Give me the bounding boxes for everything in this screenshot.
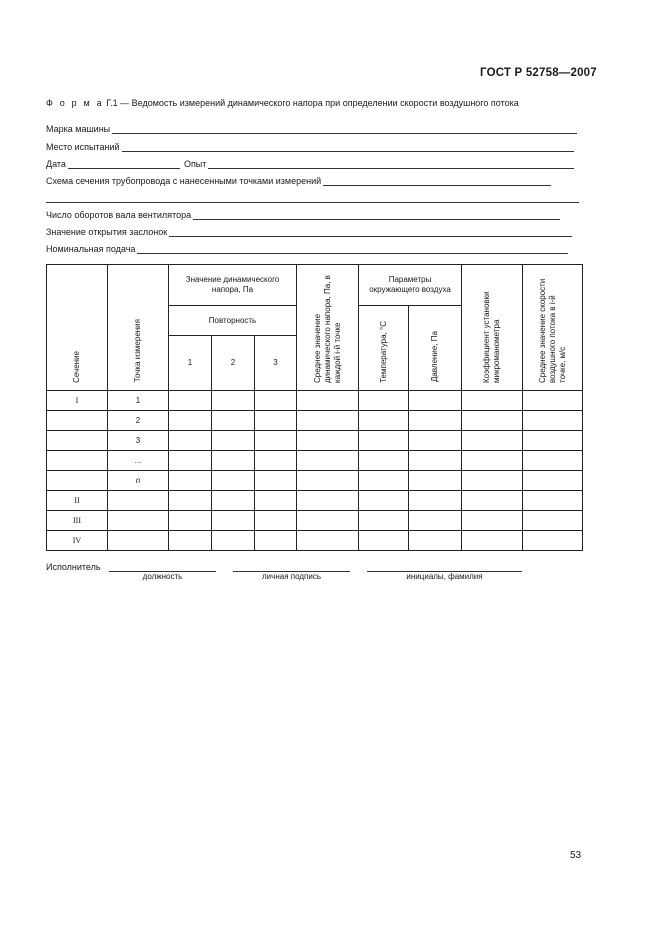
cell-empty[interactable] [169, 411, 212, 431]
fill-line[interactable] [137, 243, 568, 254]
table-row [47, 411, 583, 431]
field-label: Марка машины [46, 124, 111, 134]
cell-empty[interactable] [212, 451, 255, 471]
cell-empty[interactable] [297, 531, 359, 551]
cell-empty[interactable] [523, 451, 583, 471]
cell-point: 3 [108, 431, 169, 451]
field-label: Дата [46, 159, 66, 169]
cell-empty[interactable] [255, 511, 297, 531]
table-row [47, 511, 583, 531]
header-coefficient: Коэффициент установки микроманометра [462, 265, 523, 391]
fill-line[interactable] [122, 141, 574, 152]
table-row [47, 531, 583, 551]
header-repeat: Повторность [169, 306, 297, 336]
cell-point [108, 511, 169, 531]
cell-empty[interactable] [297, 491, 359, 511]
cell-empty[interactable] [255, 451, 297, 471]
cell-empty[interactable] [523, 531, 583, 551]
cell-section [47, 451, 108, 471]
header-point: Точка измерения [108, 265, 169, 391]
cell-empty[interactable] [359, 471, 409, 491]
header-temperature: Температура, °С [359, 306, 409, 391]
table-row [47, 451, 583, 471]
cell-empty[interactable] [359, 511, 409, 531]
cell-empty[interactable] [409, 491, 462, 511]
cell-empty[interactable] [462, 391, 523, 411]
cell-empty[interactable] [255, 431, 297, 451]
cell-section [47, 431, 108, 451]
table-row [47, 471, 583, 491]
cell-section [47, 471, 108, 491]
cell-empty[interactable] [359, 451, 409, 471]
cell-empty[interactable] [297, 511, 359, 531]
executor-label: Исполнитель [46, 562, 101, 572]
cell-empty[interactable] [462, 431, 523, 451]
position-caption: должность [142, 572, 183, 581]
cell-empty[interactable] [359, 431, 409, 451]
cell-section: IV [47, 531, 108, 551]
field-label: Опыт [183, 159, 207, 169]
cell-empty[interactable] [169, 451, 212, 471]
cell-empty[interactable] [169, 491, 212, 511]
cell-point: 1 [108, 391, 169, 411]
header-mean-pressure: Среднее значение динамического напора, Па, в каждой i-й точке [297, 265, 359, 391]
cell-empty[interactable] [462, 531, 523, 551]
cell-empty[interactable] [212, 511, 255, 531]
cell-point [108, 531, 169, 551]
cell-empty[interactable] [409, 411, 462, 431]
cell-empty[interactable] [297, 391, 359, 411]
header-pressure-group: Значение динамического напора, Па [169, 265, 297, 306]
form-caption: — Ведомость измерений динамического напора при определении скорости воздушного потока [120, 98, 519, 108]
field-machine-brand [46, 120, 577, 134]
field-label: Схема сечения трубопровода с нанесенными точками измерений [46, 176, 322, 186]
cell-empty[interactable] [523, 511, 583, 531]
table-row [47, 431, 583, 451]
cell-empty[interactable] [297, 431, 359, 451]
cell-section: II [47, 491, 108, 511]
table-row [47, 391, 583, 411]
cell-point [108, 491, 169, 511]
fill-line[interactable] [112, 123, 577, 134]
cell-empty[interactable] [255, 531, 297, 551]
cell-empty[interactable] [169, 391, 212, 411]
fill-line[interactable] [46, 192, 579, 203]
field-scheme-continued [46, 189, 579, 203]
cell-empty[interactable] [359, 411, 409, 431]
cell-empty[interactable] [169, 531, 212, 551]
cell-section [47, 411, 108, 431]
cell-empty[interactable] [212, 491, 255, 511]
field-fan-speed [46, 206, 560, 220]
name-caption: инициалы, фамилия [406, 572, 483, 581]
cell-empty[interactable] [255, 491, 297, 511]
cell-empty[interactable] [462, 451, 523, 471]
header-repeat-3: 3 [255, 336, 297, 391]
cell-empty[interactable] [523, 411, 583, 431]
cell-empty[interactable] [462, 491, 523, 511]
cell-empty[interactable] [212, 531, 255, 551]
header-mean-velocity: Среднее значение скорости воздушного потока в i-й точке, м/с [523, 265, 583, 391]
field-test-place [46, 138, 574, 152]
cell-empty[interactable] [523, 471, 583, 491]
cell-empty[interactable] [523, 431, 583, 451]
field-nominal-feed [46, 240, 568, 254]
cell-empty[interactable] [255, 471, 297, 491]
header-air-group: Параметры окружающего воздуха [359, 265, 462, 306]
form-number: Г.1 [106, 98, 118, 108]
cell-empty[interactable] [409, 511, 462, 531]
field-scheme [46, 172, 551, 186]
cell-empty[interactable] [169, 471, 212, 491]
cell-empty[interactable] [212, 391, 255, 411]
cell-empty[interactable] [359, 391, 409, 411]
cell-point: ... [108, 451, 169, 471]
table-row [47, 491, 583, 511]
cell-empty[interactable] [523, 491, 583, 511]
fill-line[interactable] [208, 158, 574, 169]
cell-section: I [47, 391, 108, 411]
cell-empty[interactable] [255, 391, 297, 411]
cell-empty[interactable] [462, 411, 523, 431]
measurement-table [46, 264, 583, 551]
cell-empty[interactable] [409, 531, 462, 551]
cell-empty[interactable] [297, 411, 359, 431]
cell-empty[interactable] [297, 471, 359, 491]
cell-empty[interactable] [212, 411, 255, 431]
fill-line[interactable] [323, 175, 551, 186]
cell-empty[interactable] [523, 391, 583, 411]
cell-empty[interactable] [359, 491, 409, 511]
standard-header: ГОСТ Р 52758—2007 [480, 67, 597, 79]
form-title [46, 98, 519, 108]
fill-line[interactable] [193, 209, 560, 220]
header-section: Сечение [47, 265, 108, 391]
cell-empty[interactable] [212, 431, 255, 451]
cell-empty[interactable] [169, 431, 212, 451]
field-label: Номинальная подача [46, 244, 136, 254]
field-damper-opening [46, 223, 572, 237]
cell-empty[interactable] [169, 511, 212, 531]
cell-empty[interactable] [409, 391, 462, 411]
fill-line[interactable] [68, 158, 180, 169]
field-label: Значение открытия заслонок [46, 227, 168, 237]
field-date [46, 155, 574, 169]
page-number: 53 [570, 850, 582, 861]
cell-empty[interactable] [297, 451, 359, 471]
cell-point: n [108, 471, 169, 491]
cell-empty[interactable] [462, 471, 523, 491]
form-word: Ф о р м а [46, 98, 104, 108]
field-label: Число оборотов вала вентилятора [46, 210, 192, 220]
cell-empty[interactable] [359, 531, 409, 551]
cell-empty[interactable] [212, 471, 255, 491]
fill-line[interactable] [169, 226, 572, 237]
header-repeat-2: 2 [212, 336, 255, 391]
cell-empty[interactable] [409, 451, 462, 471]
field-label: Место испытаний [46, 142, 120, 152]
cell-empty[interactable] [409, 431, 462, 451]
signature-caption: личная подпись [262, 572, 321, 581]
cell-point: 2 [108, 411, 169, 431]
cell-empty[interactable] [462, 511, 523, 531]
cell-empty[interactable] [255, 411, 297, 431]
header-repeat-1: 1 [169, 336, 212, 391]
cell-empty[interactable] [409, 471, 462, 491]
cell-section: III [47, 511, 108, 531]
header-air-pressure: Давление, Па [409, 306, 462, 391]
